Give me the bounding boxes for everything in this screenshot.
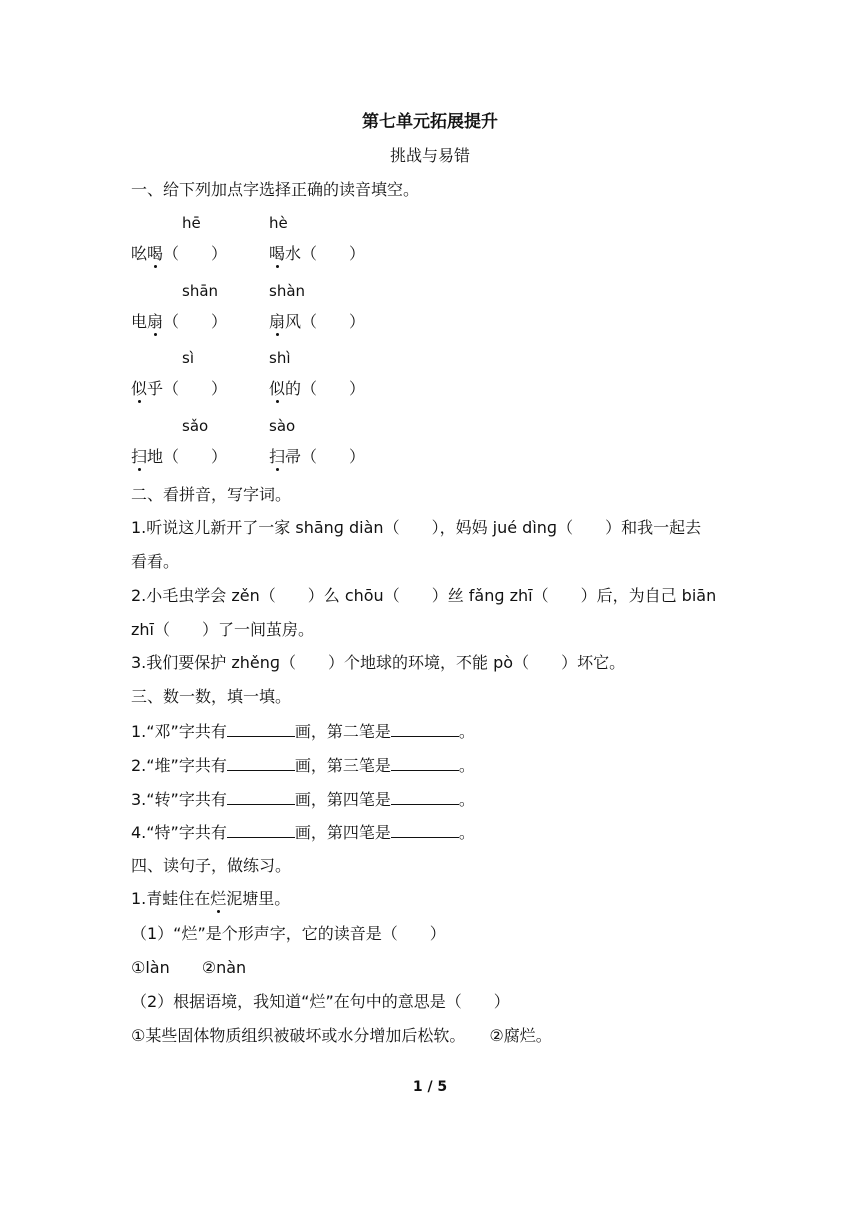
- word-item: 电扇（ ）: [131, 312, 228, 331]
- word-item: 似乎（ ）: [131, 379, 228, 398]
- pinyin-option: hè: [269, 214, 288, 232]
- stroke-question: 1.“邓”字共有 画，第二笔是 。: [131, 722, 475, 741]
- answer-blank[interactable]: [391, 822, 459, 838]
- section4-heading: 四、读句子，做练习。: [131, 856, 292, 875]
- word-item: 扫地（ ）: [131, 447, 228, 466]
- pinyin-option: sì: [182, 349, 194, 367]
- question-line: 看看。: [131, 552, 180, 571]
- word-item: 似的（ ）: [269, 379, 366, 398]
- sub-question: （2）根据语境，我知道“烂”在句中的意思是（ ）: [131, 992, 510, 1011]
- answer-blank[interactable]: [391, 721, 459, 737]
- stroke-question: 3.“转”字共有 画，第四笔是 。: [131, 790, 475, 809]
- pinyin-option: shì: [269, 349, 291, 367]
- section2-heading: 二、看拼音，写字词。: [131, 485, 292, 504]
- pinyin-option: shān: [182, 282, 219, 300]
- answer-blank[interactable]: [391, 789, 459, 805]
- pinyin-option: sào: [269, 417, 296, 435]
- pinyin-option: shàn: [269, 282, 306, 300]
- answer-options: ①某些固体物质组织被破坏或水分增加后松软。 ②腐烂。: [131, 1026, 552, 1045]
- stroke-question: 4.“特”字共有 画，第四笔是 。: [131, 823, 475, 842]
- page-title: 第七单元拓展提升: [362, 112, 498, 132]
- answer-blank[interactable]: [227, 789, 295, 805]
- answer-blank[interactable]: [227, 721, 295, 737]
- question-line: 3.我们要保护 zhěnɡ（ ）个地球的环境，不能 pò（ ）坏它。: [131, 653, 626, 672]
- word-item: 扇风（ ）: [269, 312, 366, 331]
- pinyin-option: hē: [182, 214, 201, 232]
- reading-sentence: 1.青蛙住在烂泥塘里。: [131, 889, 291, 908]
- word-item: 喝水（ ）: [269, 244, 366, 263]
- word-item: 扫帚（ ）: [269, 447, 366, 466]
- answer-blank[interactable]: [391, 755, 459, 771]
- question-line: 1.听说这儿新开了一家 shānɡ diàn（ ），妈妈 jué dìnɡ（ ）和我一起去: [131, 518, 702, 537]
- section3-heading: 三、数一数，填一填。: [131, 687, 292, 706]
- sub-question: （1）“烂”是个形声字，它的读音是（ ）: [131, 924, 446, 943]
- answer-options: ①làn ②nàn: [131, 958, 247, 977]
- page-subtitle: 挑战与易错: [389, 146, 470, 165]
- question-line: zhī（ ）了一间茧房。: [131, 620, 314, 639]
- page-number: 1 / 5: [412, 1079, 448, 1095]
- pinyin-option: sǎo: [182, 417, 209, 435]
- section1-heading: 一、给下列加点字选择正确的读音填空。: [131, 180, 420, 199]
- word-item: 吆喝（ ）: [131, 244, 228, 263]
- question-line: 2.小毛虫学会 zěn（ ）么 chōu（ ）丝 fǎnɡ zhī（ ）后，为自己 biān: [131, 586, 717, 605]
- answer-blank[interactable]: [227, 755, 295, 771]
- stroke-question: 2.“堆”字共有 画，第三笔是 。: [131, 756, 475, 775]
- answer-blank[interactable]: [227, 822, 295, 838]
